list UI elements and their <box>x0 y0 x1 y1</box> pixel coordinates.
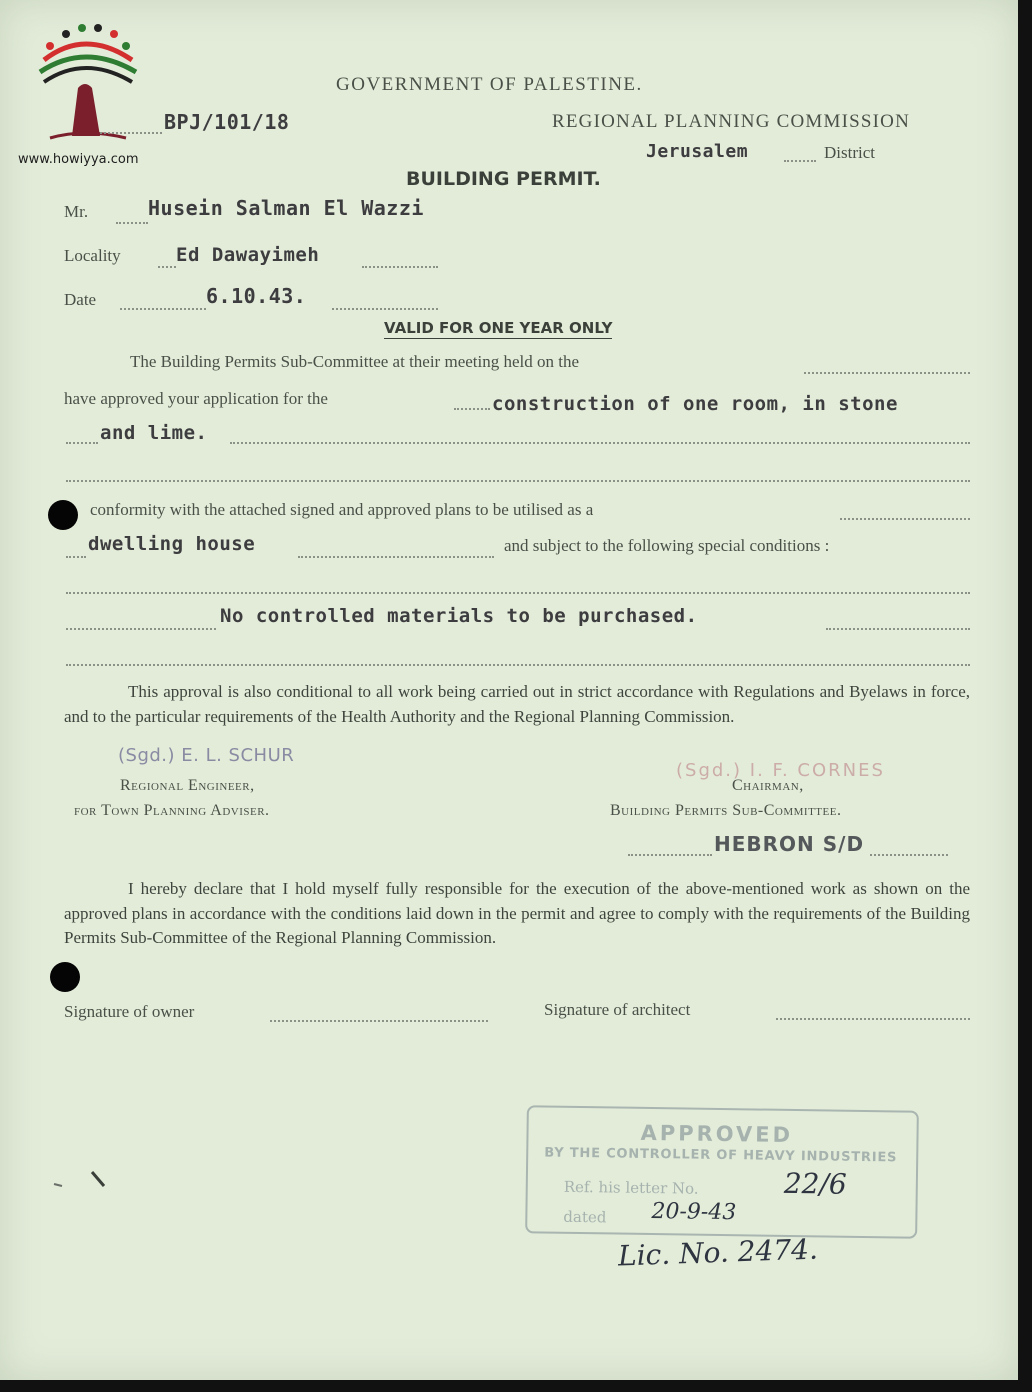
pen-marks <box>52 1168 112 1192</box>
permit-title: BUILDING PERMIT. <box>406 168 601 190</box>
punch-hole-upper <box>48 500 78 530</box>
special-condition: No controlled materials to be purchased. <box>220 605 698 627</box>
engineer-title: Regional Engineer, <box>120 777 255 794</box>
locality-dots-right <box>362 266 438 268</box>
chairman-signature: (Sgd.) I. F. CORNES <box>676 760 885 781</box>
office-dots-left <box>628 854 712 856</box>
punch-hole-lower <box>50 962 80 992</box>
date-value: 6.10.43. <box>206 284 307 308</box>
reference-dots <box>100 132 162 134</box>
stamp-dated-label: dated <box>563 1207 607 1227</box>
owner-signature-line <box>270 1020 488 1022</box>
works-line2-dots-left <box>66 442 98 444</box>
use-dots-right <box>840 518 970 520</box>
government-heading: GOVERNMENT OF PALESTINE. <box>336 74 643 95</box>
works-line2-dots-right <box>230 442 970 444</box>
body-line-approved: have approved your application for the <box>64 389 328 408</box>
approval-paragraph <box>64 680 970 729</box>
district-value: Jerusalem <box>646 141 749 162</box>
condition-dots-left <box>66 628 216 630</box>
engineer-signature: (Sgd.) E. L. SCHUR <box>118 745 295 766</box>
approval-text: This approval is also conditional to all work being carried out in strict accordance with Regulations and Byelaws in force, and to the particular requirements of the Health Authority and the Regional Planning Commission. <box>64 682 970 726</box>
locality-value: Ed Dawayimeh <box>176 244 320 266</box>
works-description-line2: and lime. <box>100 422 208 444</box>
conditions-blank-dots <box>66 592 970 594</box>
date-dots-right <box>332 308 438 310</box>
engineer-subtitle: for Town Planning Adviser. <box>74 802 270 819</box>
stamp-approved: APPROVED <box>640 1120 794 1147</box>
body-line-meeting: The Building Permits Sub-Committee at their meeting held on the <box>130 352 580 371</box>
architect-signature-label: Signature of architect <box>544 1000 691 1019</box>
date-label: Date <box>64 290 97 309</box>
approval-stamp <box>525 1105 919 1238</box>
stamp-ref-value: 22/6 <box>783 1166 847 1201</box>
date-dots-left <box>120 308 206 310</box>
conditions-blank-dots-2 <box>66 664 970 666</box>
mr-dots <box>116 222 148 224</box>
howiyya-logo <box>30 18 140 150</box>
district-dots <box>784 160 816 162</box>
tree-logo-icon <box>30 18 140 150</box>
validity-notice: VALID FOR ONE YEAR ONLY <box>384 319 613 337</box>
works-description-line1: construction of one room, in stone <box>492 393 898 415</box>
condition-dots-right <box>826 628 970 630</box>
intended-use: dwelling house <box>88 533 256 555</box>
reference-number: BPJ/101/18 <box>164 110 290 134</box>
chairman-subtitle: Building Permits Sub-Committee. <box>610 802 842 819</box>
blank-line-dots <box>66 480 970 482</box>
licence-note: Lic. No. 2474. <box>617 1232 819 1273</box>
owner-signature-label: Signature of owner <box>64 1002 195 1021</box>
architect-signature-line <box>776 1018 970 1020</box>
stamp-dated-value: 20-9-43 <box>651 1199 737 1226</box>
use-dots-mid <box>298 556 494 558</box>
mr-label: Mr. <box>64 202 89 221</box>
district-label: District <box>824 143 875 162</box>
locality-label: Locality <box>64 246 121 265</box>
office-dots-right <box>870 854 948 856</box>
stamp-ref-label: Ref. his letter No. <box>563 1177 699 1198</box>
declaration-text: I hereby declare that I hold myself fully responsible for the execution of the above-mentioned work as shown on the approved plans in accordance with the conditions laid down in the permit and agree to comply with the requirements of the Building Permits Sub-Committee of the Regional Planning Commission. <box>64 879 970 947</box>
declaration-paragraph <box>64 877 970 951</box>
watermark-url: www.howiyya.com <box>18 152 139 167</box>
body-line-conditions: and subject to the following special conditions : <box>504 536 830 555</box>
body-line-conformity: conformity with the attached signed and approved plans to be utilised as a <box>90 500 594 519</box>
applicant-name: Husein Salman El Wazzi <box>148 196 424 220</box>
works-dots <box>454 408 490 410</box>
chairman-title: Chairman, <box>732 777 804 794</box>
use-dots-left <box>66 556 86 558</box>
stamp-controller: BY THE CONTROLLER OF HEAVY INDUSTRIES <box>544 1145 898 1166</box>
meeting-date-dots <box>804 372 970 374</box>
locality-dots-left <box>158 266 176 268</box>
office-stamp: HEBRON S/D <box>714 832 865 856</box>
commission-heading: REGIONAL PLANNING COMMISSION <box>552 111 911 132</box>
